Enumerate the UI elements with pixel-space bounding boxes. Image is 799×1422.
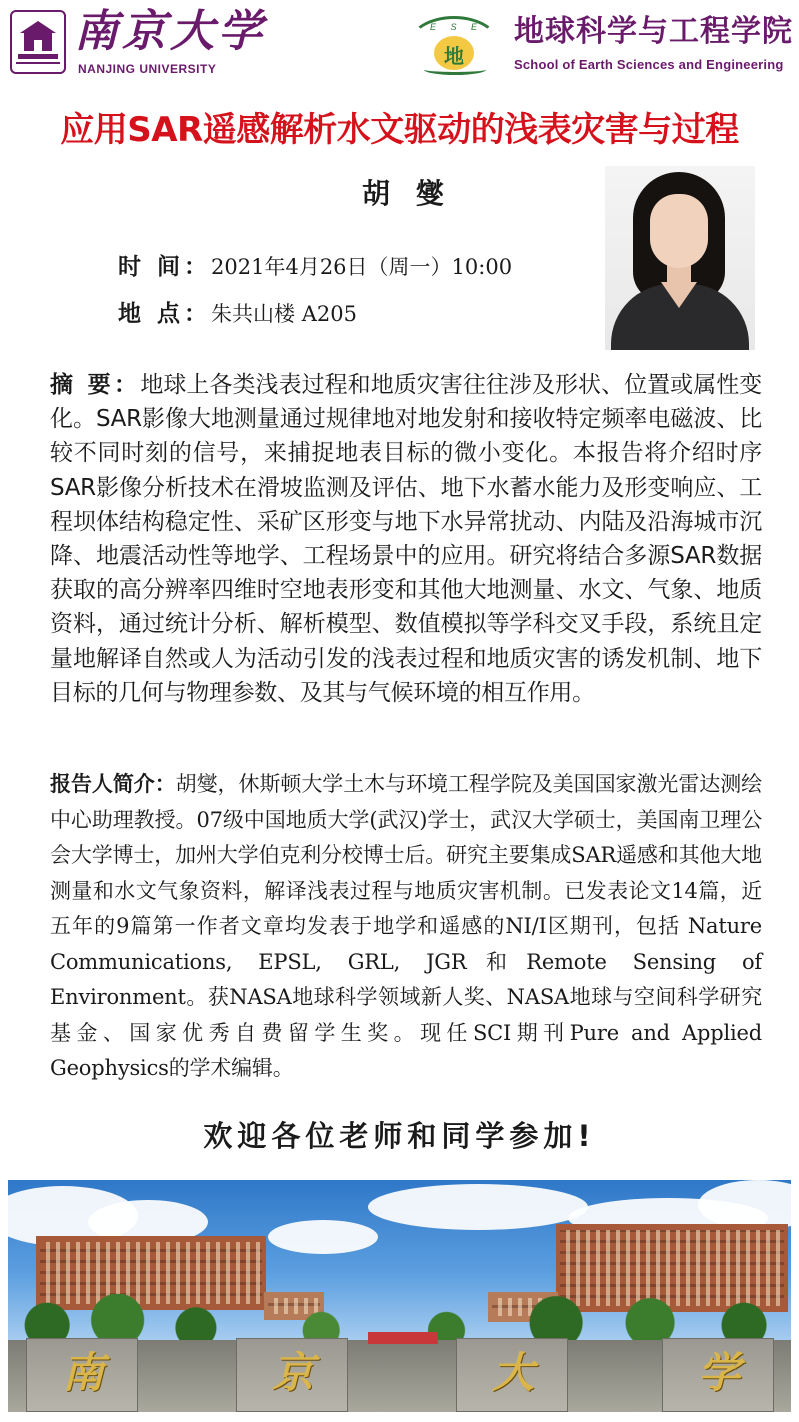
abstract-section — [50, 368, 762, 710]
welcome-message: 欢迎各位老师和同学参加! — [203, 1119, 596, 1153]
campus-pillar — [456, 1338, 568, 1412]
school-logo — [408, 16, 502, 76]
abstract-text: 地球上各类浅表过程和地质灾害往往涉及形状、位置或属性变化。SAR影像大地测量通过规律地对地发射和接收特定频率电磁波、比较不同时刻的信号，来捕捉地表目标的微小变化。本报告将介绍时序SAR影像分析技术在滑坡监测及评估、地下水蓄水能力及形变响应、工程坝体结构稳定性、采矿区形变与地下水异常扰动、内陆及沿海城市沉降、地震活动性等地学、工程场景中的应用。研究将结合多源SAR数据获取的高分辨率四维时空地表形变和其他大地测量、水文、气象、地质资料，通过统计分析、解析模型、数值模拟等学科交叉手段，系统且定量地解译自然或人为活动引发的浅表过程和地质灾害的诱发机制、地下目标的几何与物理参数、及其与气候环境的相互作用。 — [50, 372, 762, 706]
pillar-char: 大 — [491, 1348, 534, 1397]
pillar-char: 南 — [61, 1348, 104, 1397]
campus-pillar — [26, 1338, 138, 1412]
header — [0, 0, 799, 92]
campus-pillar — [236, 1338, 348, 1412]
time-label: 时 间： — [118, 254, 212, 280]
school-name-en: School of Earth Sciences and Engineering — [514, 57, 784, 72]
nju-seal-logo — [10, 10, 66, 74]
bio-text: 胡燮，休斯顿大学土木与环境工程学院及美国国家激光雷达测绘中心助理教授。07级中国地质大学(武汉)学士，武汉大学硕士，美国南卫理公会大学博士，加州大学伯克利分校博士后。研究主要集成SAR遥感和其他大地测量和水文气象资料，解译浅表过程与地质灾害机制。已发表论文14篇，近五年的9篇第一作者文章均发表于地学和遥感的NI/I区期刊，包括 Nature Communications, EPSL, GRL, JGR和Remote Sensing of Environment。获NASA地球科学领域新人奖、NASA地球与空间科学研究基金、国家优秀自费留学生奖。现任SCI期刊Pure and Applied Geophysics的学术编辑。 — [50, 772, 762, 1080]
speaker-portrait — [605, 166, 755, 350]
university-name-en: NANJING UNIVERSITY — [78, 62, 217, 76]
campus-photo — [8, 1180, 791, 1412]
bio-section — [50, 767, 762, 1087]
bio-label: 报告人简介： — [50, 772, 176, 796]
time-row — [118, 251, 512, 284]
pillar-char: 京 — [271, 1348, 314, 1397]
place-label: 地 点： — [118, 301, 212, 327]
place-value: 朱共山楼 A205 — [211, 302, 357, 326]
time-value: 2021年4月26日（周一）10:00 — [211, 255, 513, 279]
university-name-cn: 南京大学 — [74, 6, 266, 57]
pillar-char: 学 — [697, 1348, 740, 1397]
abstract-label: 摘 要： — [50, 372, 141, 398]
school-name-cn: 地球科学与工程学院 — [514, 14, 793, 49]
place-row — [118, 298, 357, 331]
school-logo-letters: E S E — [430, 22, 484, 32]
campus-pillar — [662, 1338, 774, 1412]
speaker-name: 胡 燮 — [362, 177, 452, 210]
talk-title: 应用SAR遥感解析水文驱动的浅表灾害与过程 — [60, 110, 739, 150]
school-logo-char: 地 — [444, 44, 464, 68]
